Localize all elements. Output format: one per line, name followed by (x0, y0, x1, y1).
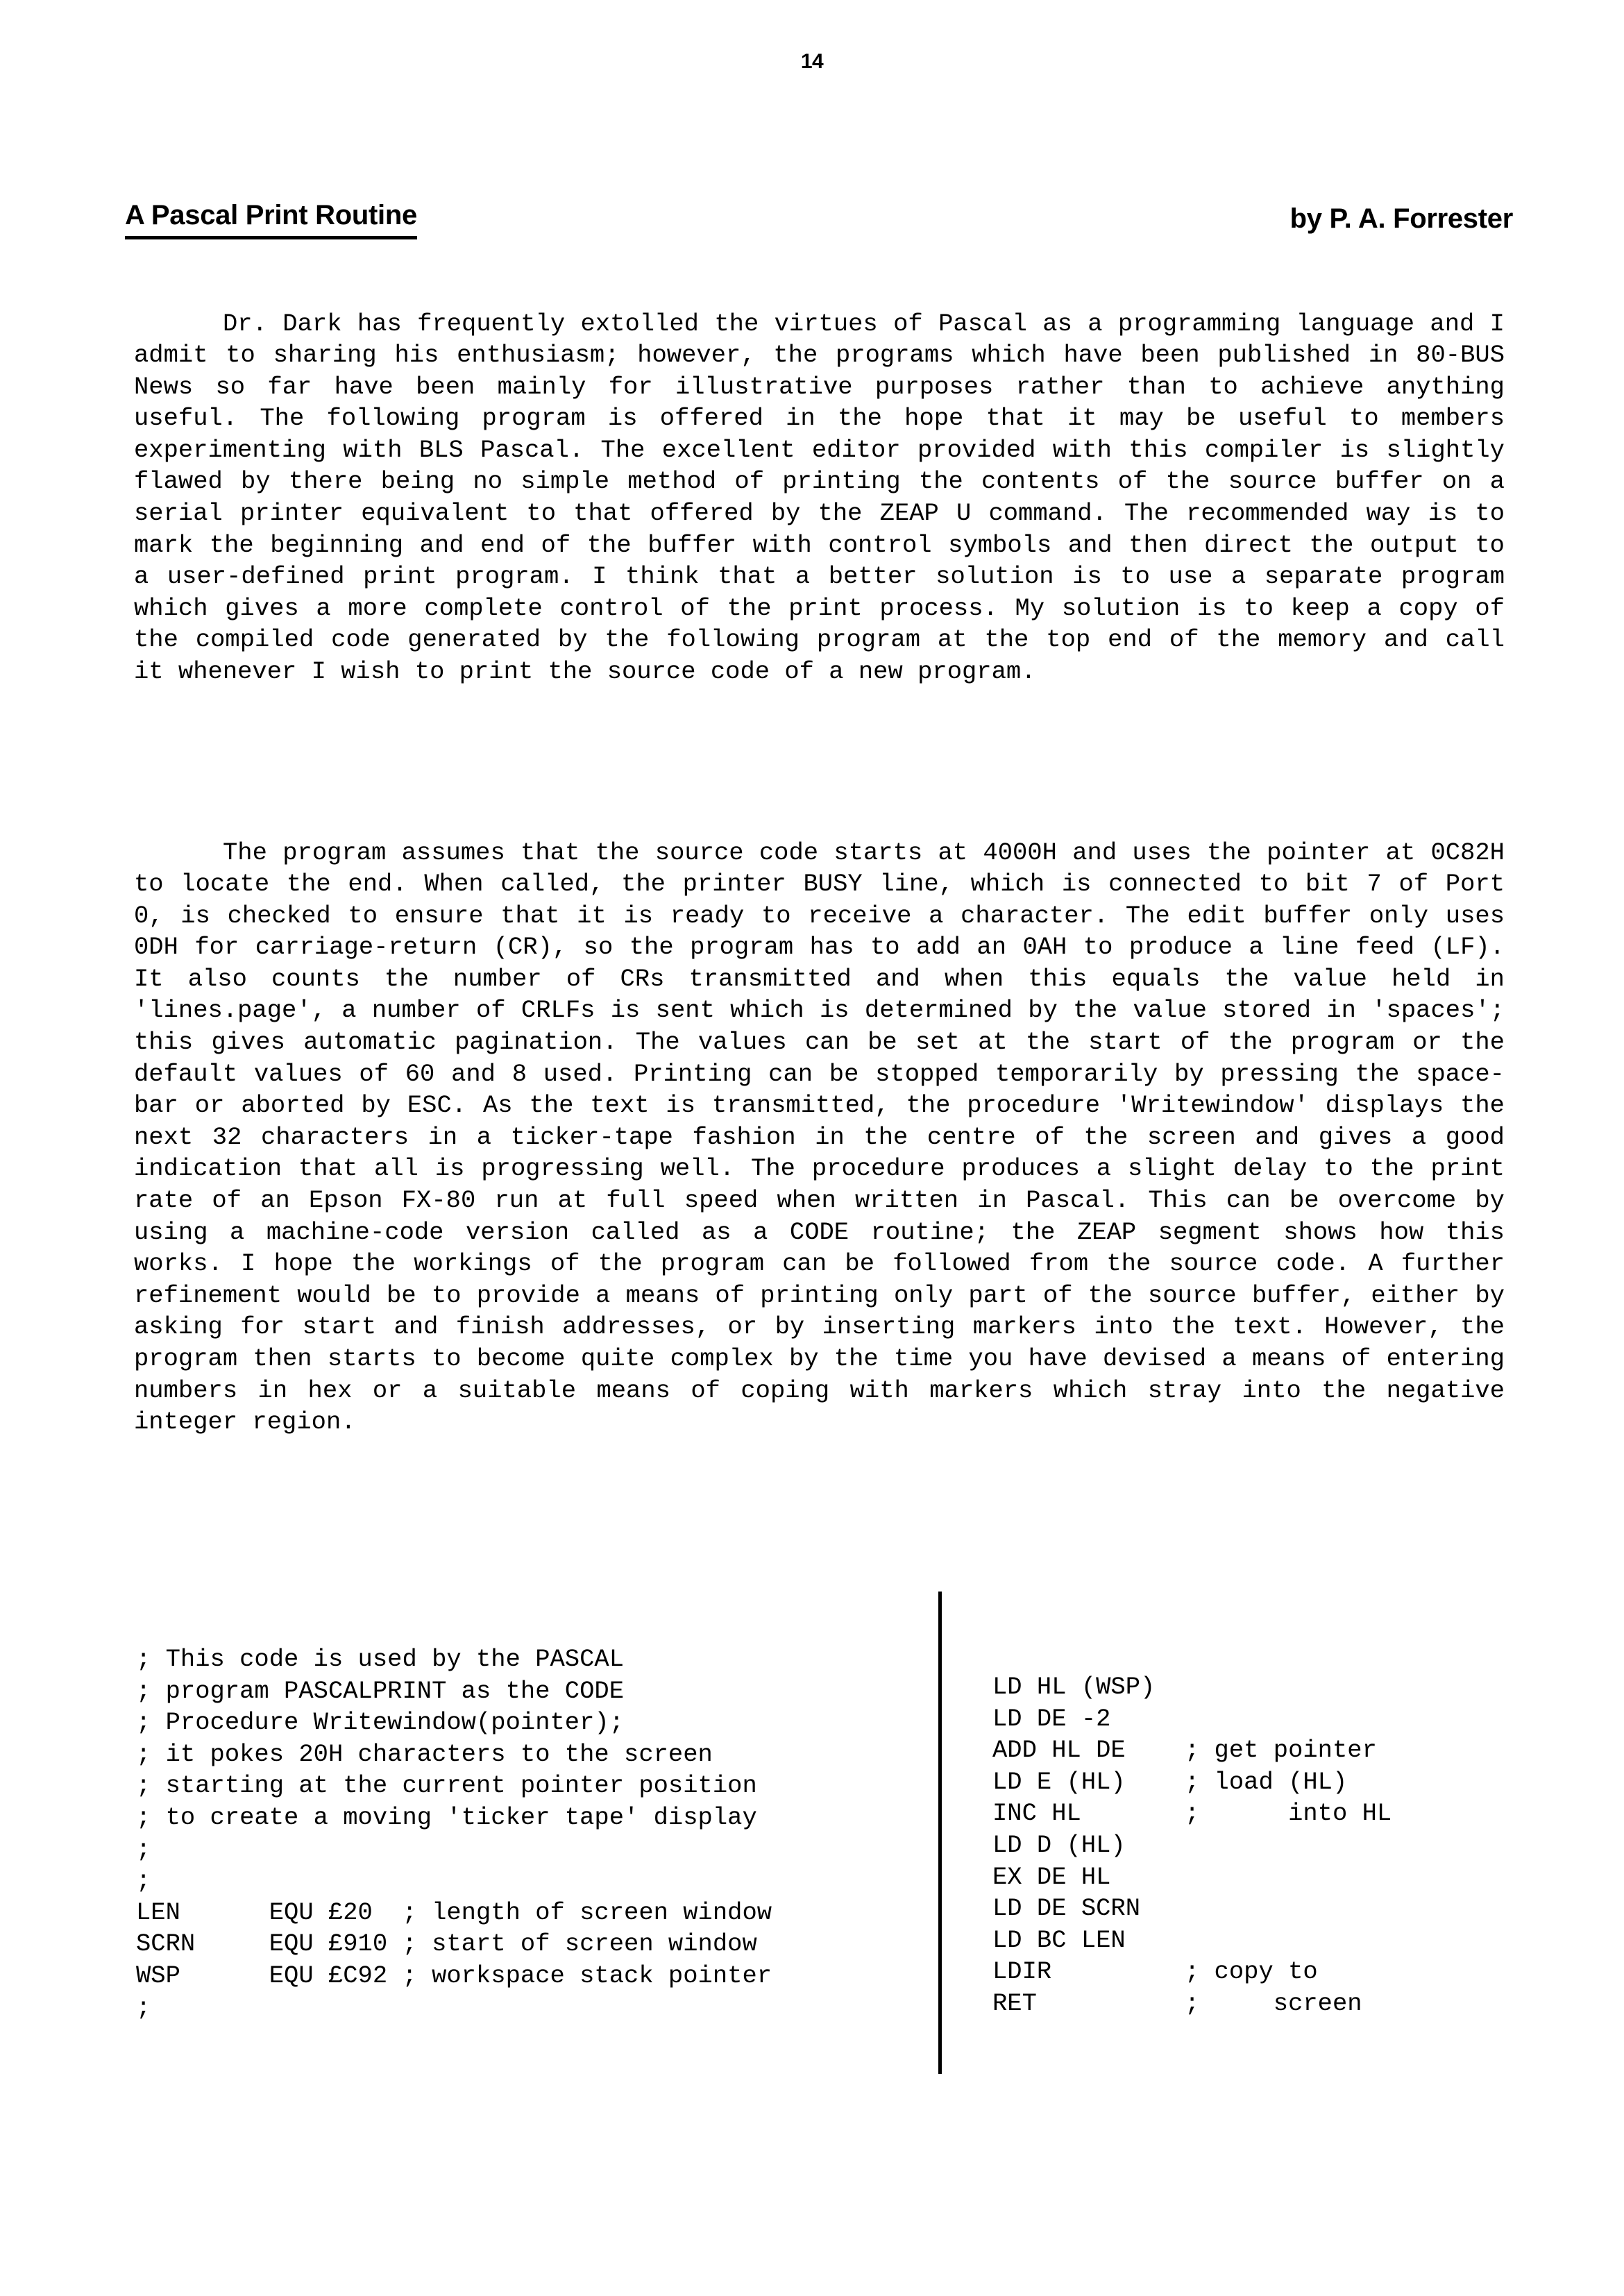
code-line: ADD HL DE ; get pointer (992, 1736, 1377, 1765)
code-line: RET ; screen (992, 1989, 1362, 2018)
paragraph-text: The program assumes that the source code starts at 4000H and uses the pointer at 0C82H to locate the end. When called, the printer BUSY line, which is connected to bit 7 of Port 0, is checked to ensure that it is ready to receive a character. The edit buffer only uses 0DH for carriage-return (CR), so the program has to add an 0AH to produce a line feed (LF). It also counts the number of CRs transmitted and when this equals the value held in ʹlines.pageʹ, a number of CRLFs is sent which is determined by the value stored in ʹspacesʹ; this gives automatic pagination. The values can be set at the start of the program or the default values of 60 and 8 used. Printing can be stopped temporarily by pressing the space-bar or aborted by ESC. As the text is transmitted, the procedure ʹWritewindowʹ displays the next 32 characters in a ticker-tape fashion in the centre of the screen and gives a good indication that all is progressing well. The procedure produces a slight delay to the print rate of an Epson FX-80 run at full speed when written in Pascal. This can be overcome by using a machine-code version called as a CODE routine; the ZEAP segment shows how this works. I hope the workings of the program can be followed from the source code. A further refinement would be to provide a means of printing only part of the source buffer, either by asking for start and finish addresses, or by inserting markers into the text. However, the program then starts to become quite complex by the time you have devised a means of entering numbers in hex or a suitable means of coping with markers which stray into the negative integer region. (134, 838, 1520, 1437)
body-paragraph-1 (134, 308, 1520, 688)
page-number: 14 (800, 50, 824, 73)
code-line: ; (136, 1834, 151, 1864)
code-line: ; Procedure Writewindow(pointer); (136, 1708, 625, 1737)
code-listing (0, 1589, 1624, 2131)
code-line: ; it pokes 20H characters to the screen (136, 1739, 713, 1769)
code-line: INC HL ; into HL (992, 1799, 1392, 1828)
code-column-divider (938, 1592, 942, 2074)
code-line: WSP EQU £C92 ; workspace stack pointer (136, 1961, 772, 1990)
code-line: ; program PASCALPRINT as the CODE (136, 1676, 625, 1705)
code-line: LD DE -2 (992, 1704, 1111, 1733)
code-line: EX DE HL (992, 1862, 1111, 1891)
code-line: LD HL (WSP) (992, 1673, 1156, 1701)
code-line: ; (136, 1866, 151, 1896)
code-line: LD E (HL) ; load (HL) (992, 1767, 1348, 1796)
code-listing-right-column (992, 1671, 1392, 2020)
code-line: ; (136, 1993, 151, 2022)
code-line: ; to create a moving ʹticker tapeʹ display (136, 1803, 757, 1832)
code-line: ; This code is used by the PASCAL (136, 1645, 625, 1673)
code-line: LEN EQU £20 ; length of screen window (136, 1898, 772, 1927)
code-line: SCRN EQU £910 ; start of screen window (136, 1930, 757, 1959)
paragraph-text: Dr. Dark has frequently extolled the virtues of Pascal as a programming language and I admit to sharing his enthusiasm; however, the programs which have been published in 80-BUS News so far have been mainly for illustrative purposes rather than to achieve anything useful. The following program is offered in the hope that it may be useful to members experimenting with BLS Pascal. The excellent editor provided with this compiler is slightly flawed by there being no simple method of printing the contents of the source buffer on a serial printer equivalent to that offered by the ZEAP U command. The recommended way is to mark the beginning and end of the buffer with control symbols and then direct the output to a user-defined print program. I think that a better solution is to use a separate program which gives a more complete control of the print process. My solution is to keep a copy of the compiled code generated by the following program at the top end of the memory and call it whenever I wish to print the source code of a new program. (134, 309, 1520, 686)
code-line: LDIR ; copy to (992, 1957, 1318, 1986)
code-listing-left-column (136, 1644, 772, 2023)
article-header (125, 200, 1513, 239)
author-byline: by P. A. Forrester (1289, 203, 1513, 234)
body-paragraph-2 (134, 837, 1520, 1438)
code-line: ; starting at the current pointer position (136, 1771, 757, 1800)
code-line: LD BC LEN (992, 1925, 1126, 1955)
code-line: LD DE SCRN (992, 1894, 1141, 1923)
code-line: LD D (HL) (992, 1830, 1126, 1859)
page-title: A Pascal Print Routine (125, 200, 417, 239)
